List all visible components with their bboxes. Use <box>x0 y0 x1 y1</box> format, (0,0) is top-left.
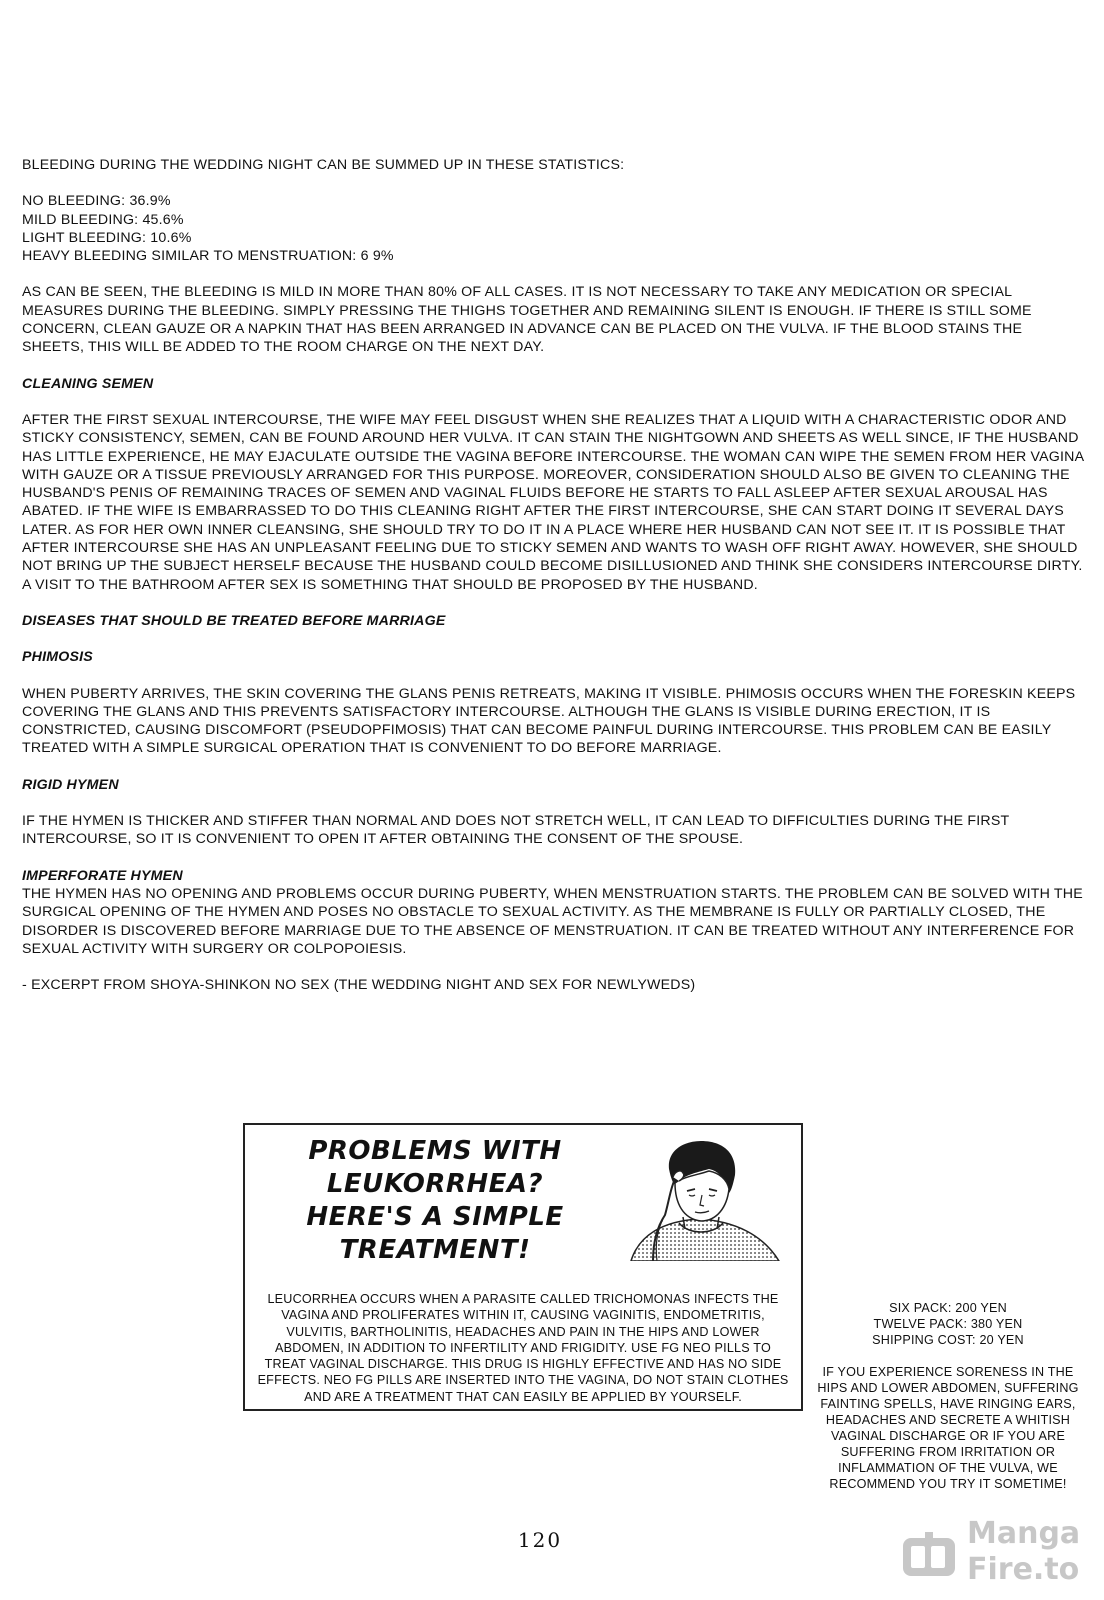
paragraph-rigid-hymen: IF THE HYMEN IS THICKER AND STIFFER THAN NORMAL AND DOES NOT STRETCH WELL, IT CAN LEAD TO DIFFICULTIES DURING THE FIRST INTERCOURSE, SO IT IS CONVENIENT TO OPEN IT AFTER OBTAINING THE CONSENT OF THE SPOUSE. <box>22 813 1010 848</box>
ad-headline-line: PROBLEMS WITH <box>308 1136 562 1166</box>
watermark-text: Fire.to <box>967 1552 1080 1587</box>
ad-headline-line: LEUKORRHEA? <box>326 1169 544 1199</box>
paragraph-imperforate-hymen: THE HYMEN HAS NO OPENING AND PROBLEMS OCCUR DURING PUBERTY, WHEN MENSTRUATION STARTS. THE PROBLEM CAN BE SOLVED WITH THE SURGICAL OPENING OF THE HYMEN AND POSES NO OBSTACLE TO SEXUAL ACTIVITY. AS THE MEMBRANE IS FULLY OR PARTIALLY CLOSED, THE DISORDER IS DISCOVERED BEFORE MARRIAGE DUE TO THE ABSENCE OF MENSTRUATION. IT CAN BE TREATED WITHOUT ANY INTERFERENCE FOR SEXUAL ACTIVITY WITH SURGERY OR COLPOPOIESIS. <box>22 885 1083 957</box>
watermark-text: Manga <box>967 1516 1081 1551</box>
order-info-column <box>814 1300 1082 1492</box>
stat-line: HEAVY BLEEDING SIMILAR TO MENSTRUATION: 6 9% <box>22 248 394 265</box>
woman-portrait-illustration <box>613 1139 793 1261</box>
symptoms-text: IF YOU EXPERIENCE SORENESS IN THE HIPS AND LOWER ABDOMEN, SUFFERING FAINTING SPELLS, HAVE RINGING EARS, HEADACHES AND SECRETE A WHITISH VAGINAL DISCHARGE OR IF YOU ARE SUFFERING FROM IRRITATION OR INFLAMMATION OF THE VULVA, WE RECOMMEND YOU TRY IT SOMETIME! <box>817 1365 1079 1491</box>
price-line: TWELVE PACK: 380 YEN <box>873 1317 1023 1331</box>
article <box>22 156 1086 1012</box>
paragraph-phimosis: WHEN PUBERTY ARRIVES, THE SKIN COVERING THE GLANS PENIS RETREATS, MAKING IT VISIBLE. PHIMOSIS OCCURS WHEN THE FORESKIN KEEPS COVERING THE GLANS AND THIS PREVENTS SATISFACTORY INTERCOURSE. ALTHOUGH THE GLANS IS VISIBLE DURING ERECTION, IT IS CONSTRICTED, CAUSING DISCOMFORT (PSEUDOPFIMOSIS) THAT CAN BECOME PAINFUL DURING INTERCOURSE. THIS PROBLEM CAN BE EASILY TREATED WITH A SIMPLE SURGICAL OPERATION THAT IS CONVENIENT TO DO BEFORE MARRIAGE. <box>22 685 1076 757</box>
heading-diseases: DISEASES THAT SHOULD BE TREATED BEFORE MARRIAGE <box>22 612 446 629</box>
paragraph-bleeding: AS CAN BE SEEN, THE BLEEDING IS MILD IN MORE THAN 80% OF ALL CASES. IT IS NOT NECESSARY TO TAKE ANY MEDICATION OR SPECIAL MEASURES DURING THE BLEEDING. SIMPLY PRESSING THE THIGHS TOGETHER AND REMAINING SILENT IS ENOUGH. IF THERE IS STILL SOME CONCERN, CLEAN GAUZE OR A NAPKIN THAT HAS BEEN ARRANGED IN ADVANCE CAN BE PLACED ON THE VULVA. IF THE BLOOD STAINS THE SHEETS, THIS WILL BE ADDED TO THE ROOM CHARGE ON THE NEXT DAY. <box>22 284 1032 356</box>
ad-headline <box>285 1135 585 1267</box>
paragraph-cleaning: AFTER THE FIRST SEXUAL INTERCOURSE, THE WIFE MAY FEEL DISGUST WHEN SHE REALIZES THAT A LIQUID WITH A CHARACTERISTIC ODOR AND STICKY CONSISTENCY, SEMEN, CAN BE FOUND AROUND HER VULVA. IT CAN STAIN THE NIGHTGOWN AND SHEETS AS WELL SINCE, IF THE HUSBAND HAS LITTLE EXPERIENCE, HE MAY EJACULATE OUTSIDE THE VAGINA BEFORE INTERCOURSE. THE WOMAN CAN WIPE THE SEMEN FROM HER VAGINA WITH GAUZE OR A TISSUE PREVIOUSLY ARRANGED FOR THIS PURPOSE. MOREOVER, CONSIDERATION SHOULD ALSO BE GIVEN TO CLEANING THE HUSBAND'S PENIS OF REMAINING TRACES OF SEMEN AND VAGINAL FLUIDS BEFORE HE STARTS TO FALL ASLEEP AFTER SEXUAL AROUSAL HAS ABATED. IF THE WIFE IS EMBARRASSED TO DO THIS CLEANING RIGHT AFTER THE FIRST INTERCOURSE, SHE CAN START DOING IT SEVERAL DAYS LATER. AS FOR HER OWN INNER CLEANSING, SHE SHOULD TRY TO DO IT IN A PLACE WHERE HER HUSBAND CAN NOT SEE IT. IT IS POSSIBLE THAT AFTER INTERCOURSE SHE HAS AN UNPLEASANT FEELING DUE TO STICKY SEMEN AND WANTS TO WASH OFF RIGHT AWAY. HOWEVER, SHE SHOULD NOT BRING UP THE SUBJECT HERSELF BECAUSE THE HUSBAND COULD BECOME DISILLUSIONED AND THINK SHE CONSIDERS INTERCOURSE DIRTY. A VISIT TO THE BATHROOM AFTER SEX IS SOMETHING THAT SHOULD BE PROPOSED BY THE HUSBAND. <box>22 411 1084 593</box>
stat-line: MILD BLEEDING: 45.6% <box>22 211 184 228</box>
ad-headline-line: TREATMENT! <box>339 1235 531 1265</box>
price-line: SIX PACK: 200 YEN <box>889 1301 1007 1315</box>
heading-cleaning-semen: CLEANING SEMEN <box>22 375 154 392</box>
heading-phimosis: PHIMOSIS <box>22 649 93 666</box>
stat-line: LIGHT BLEEDING: 10.6% <box>22 229 192 246</box>
bleeding-stats-list <box>22 192 1086 265</box>
source-citation: - EXCERPT FROM SHOYA-SHINKON NO SEX (THE WEDDING NIGHT AND SEX FOR NEWLYWEDS) <box>22 977 696 994</box>
site-watermark <box>893 1514 1093 1594</box>
article-intro: BLEEDING DURING THE WEDDING NIGHT CAN BE SUMMED UP IN THESE STATISTICS: <box>22 157 625 173</box>
stat-line: NO BLEEDING: 36.9% <box>22 193 171 210</box>
page-number: 120 <box>517 1528 563 1552</box>
heading-rigid-hymen: RIGID HYMEN <box>22 776 119 793</box>
price-list <box>814 1300 1082 1348</box>
ad-headline-line: HERE'S A SIMPLE <box>306 1202 564 1232</box>
advertisement-box <box>243 1123 803 1411</box>
ad-body-text: LEUCORRHEA OCCURS WHEN A PARASITE CALLED TRICHOMONAS INFECTS THE VAGINA AND PROLIFERATES WITHIN IT, CAUSING VAGINITIS, ENDOMETRITIS, VULVITIS, BARTHOLINITIS, HEADACHES AND PAIN IN THE HIPS AND LOWER ABDOMEN, IN ADDITION TO INFERTILITY AND FRIGIDITY. USE FG NEO PILLS TO TREAT VAGINAL DISCHARGE. THIS DRUG IS HIGHLY EFFECTIVE AND HAS NO SIDE EFFECTS. NEO FG PILLS ARE INSERTED INTO THE VAGINA, DO NOT STAIN CLOTHES AND ARE A TREATMENT THAT CAN EASILY BE APPLIED BY YOURSELF. <box>257 1292 789 1404</box>
mangafire-logo-icon <box>899 1530 959 1580</box>
price-line: SHIPPING COST: 20 YEN <box>872 1333 1024 1347</box>
heading-imperforate-hymen: IMPERFORATE HYMEN <box>22 867 183 884</box>
